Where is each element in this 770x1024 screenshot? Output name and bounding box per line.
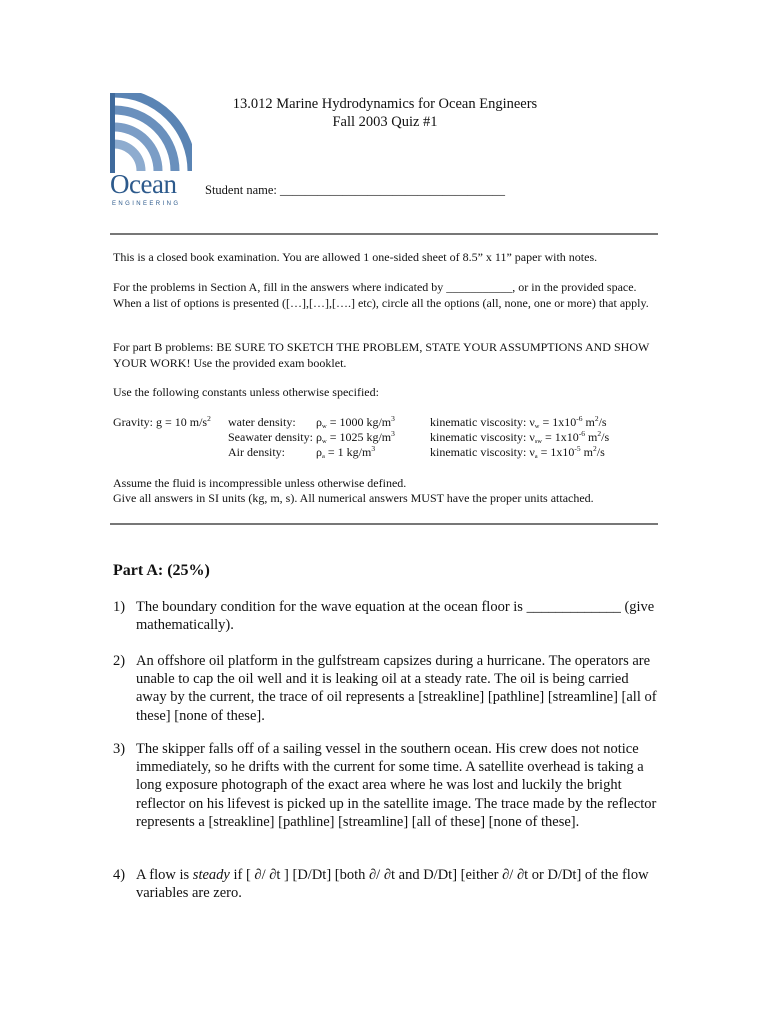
question-number: 1) <box>113 599 126 615</box>
divider-bottom <box>110 523 658 525</box>
question-text: A flow is steady if [ ∂/ ∂t ] [D/Dt] [both ∂/ ∂t and D/Dt] [either ∂/ ∂t or D/Dt] of the flow variables are zero. <box>136 867 649 902</box>
water-density-value: $\rho_w = 1000$ $kg/m^3$ <box>316 414 395 430</box>
viscosity-values <box>430 415 609 460</box>
question-number: 3) <box>113 741 126 757</box>
question-text: The boundary condition for the wave equation at the ocean floor is _____________ (give mathematically). <box>136 599 655 634</box>
part-a-heading: Part A: (25%) <box>113 562 210 579</box>
question-number: 4) <box>113 867 126 883</box>
wave-arcs-icon <box>110 93 192 173</box>
section-b-instructions: For part B problems: BE SURE TO SKETCH THE PROBLEM, STATE YOUR ASSUMPTIONS AND SHOW YOUR WORK! Use the provided exam booklet. <box>113 340 650 370</box>
closed-book-note: This is a closed book examination. You are allowed 1 one-sided sheet of 8.5” x 11” paper with notes. <box>113 250 598 264</box>
quiz-subtitle: Fall 2003 Quiz #1 <box>332 114 438 130</box>
air-viscosity: kinematic viscosity: $\nu_a = 1x10^{-5}$ $m^2/s$ <box>430 444 605 460</box>
question-3 <box>113 740 658 831</box>
si-units-note: Give all answers in SI units (kg, m, s). All numerical answers MUST have the proper units attached. <box>113 491 594 505</box>
question-4 <box>113 866 658 902</box>
incompressible-assumption: Assume the fluid is incompressible unless otherwise defined. <box>113 476 407 490</box>
steady-term: steady <box>192 867 230 883</box>
question-number: 2) <box>113 653 126 669</box>
density-labels <box>228 415 313 460</box>
logo-subtitle: ENGINEERING <box>112 201 181 207</box>
constants-intro: Use the following constants unless otherwise specified: <box>113 385 379 399</box>
section-a-instructions: For the problems in Section A, fill in the answers where indicated by ___________, or in the provided space. When a list of options is presented ([…],[…],[….] etc), circle all the options (all, none, one or more) that apply. <box>113 280 649 310</box>
water-density-label: water density: <box>228 415 296 429</box>
density-values <box>316 415 395 460</box>
seawater-density-label: Seawater density: <box>228 430 313 444</box>
student-name-field[interactable]: Student name: ____________________________________ <box>205 183 505 197</box>
question-2 <box>113 652 658 725</box>
air-density-value: $\rho_a = 1$ $kg/m^3$ <box>316 444 376 460</box>
gravity-constant: Gravity: g = 10 $m/s^2$ <box>113 414 211 429</box>
quiz-title <box>210 95 560 131</box>
air-density-label: Air density: <box>228 445 285 459</box>
question-text: The skipper falls off of a sailing vessel in the southern ocean. His crew does not notice immediately, so he drifts with the current for some time. A satellite overhead is taking a long exposure photograph of the exact area where he was lost and luckily the bright reflector on his lifevest is picked up in the satellite image. The trace made by the reflector represents a [streakline] [pathline] [streamline] [all of these] [none of these]. <box>136 741 657 830</box>
water-viscosity: kinematic viscosity: $\nu_w = 1x10^{-6}$ $m^2/s$ <box>430 414 607 430</box>
divider-top <box>110 233 658 235</box>
question-text: An offshore oil platform in the gulfstream capsizes during a hurricane. The operators are unable to cap the oil well and it is leaking oil at a steady rate. The oil is being carried away by the current, the trace of oil represents a [streakline] [pathline] [streamline] [all of these] [none of these]. <box>136 653 657 724</box>
course-title: 13.012 Marine Hydrodynamics for Ocean Engineers <box>232 96 538 112</box>
question-1 <box>113 598 658 634</box>
ocean-engineering-logo <box>110 93 192 211</box>
seawater-viscosity: kinematic viscosity: $\nu_{sw} = 1x10^{-6}$ $m^2/s$ <box>430 429 610 445</box>
seawater-density-value: $\rho_w = 1025$ $kg/m^3$ <box>316 429 395 445</box>
logo-wordmark: Ocean <box>110 169 177 199</box>
